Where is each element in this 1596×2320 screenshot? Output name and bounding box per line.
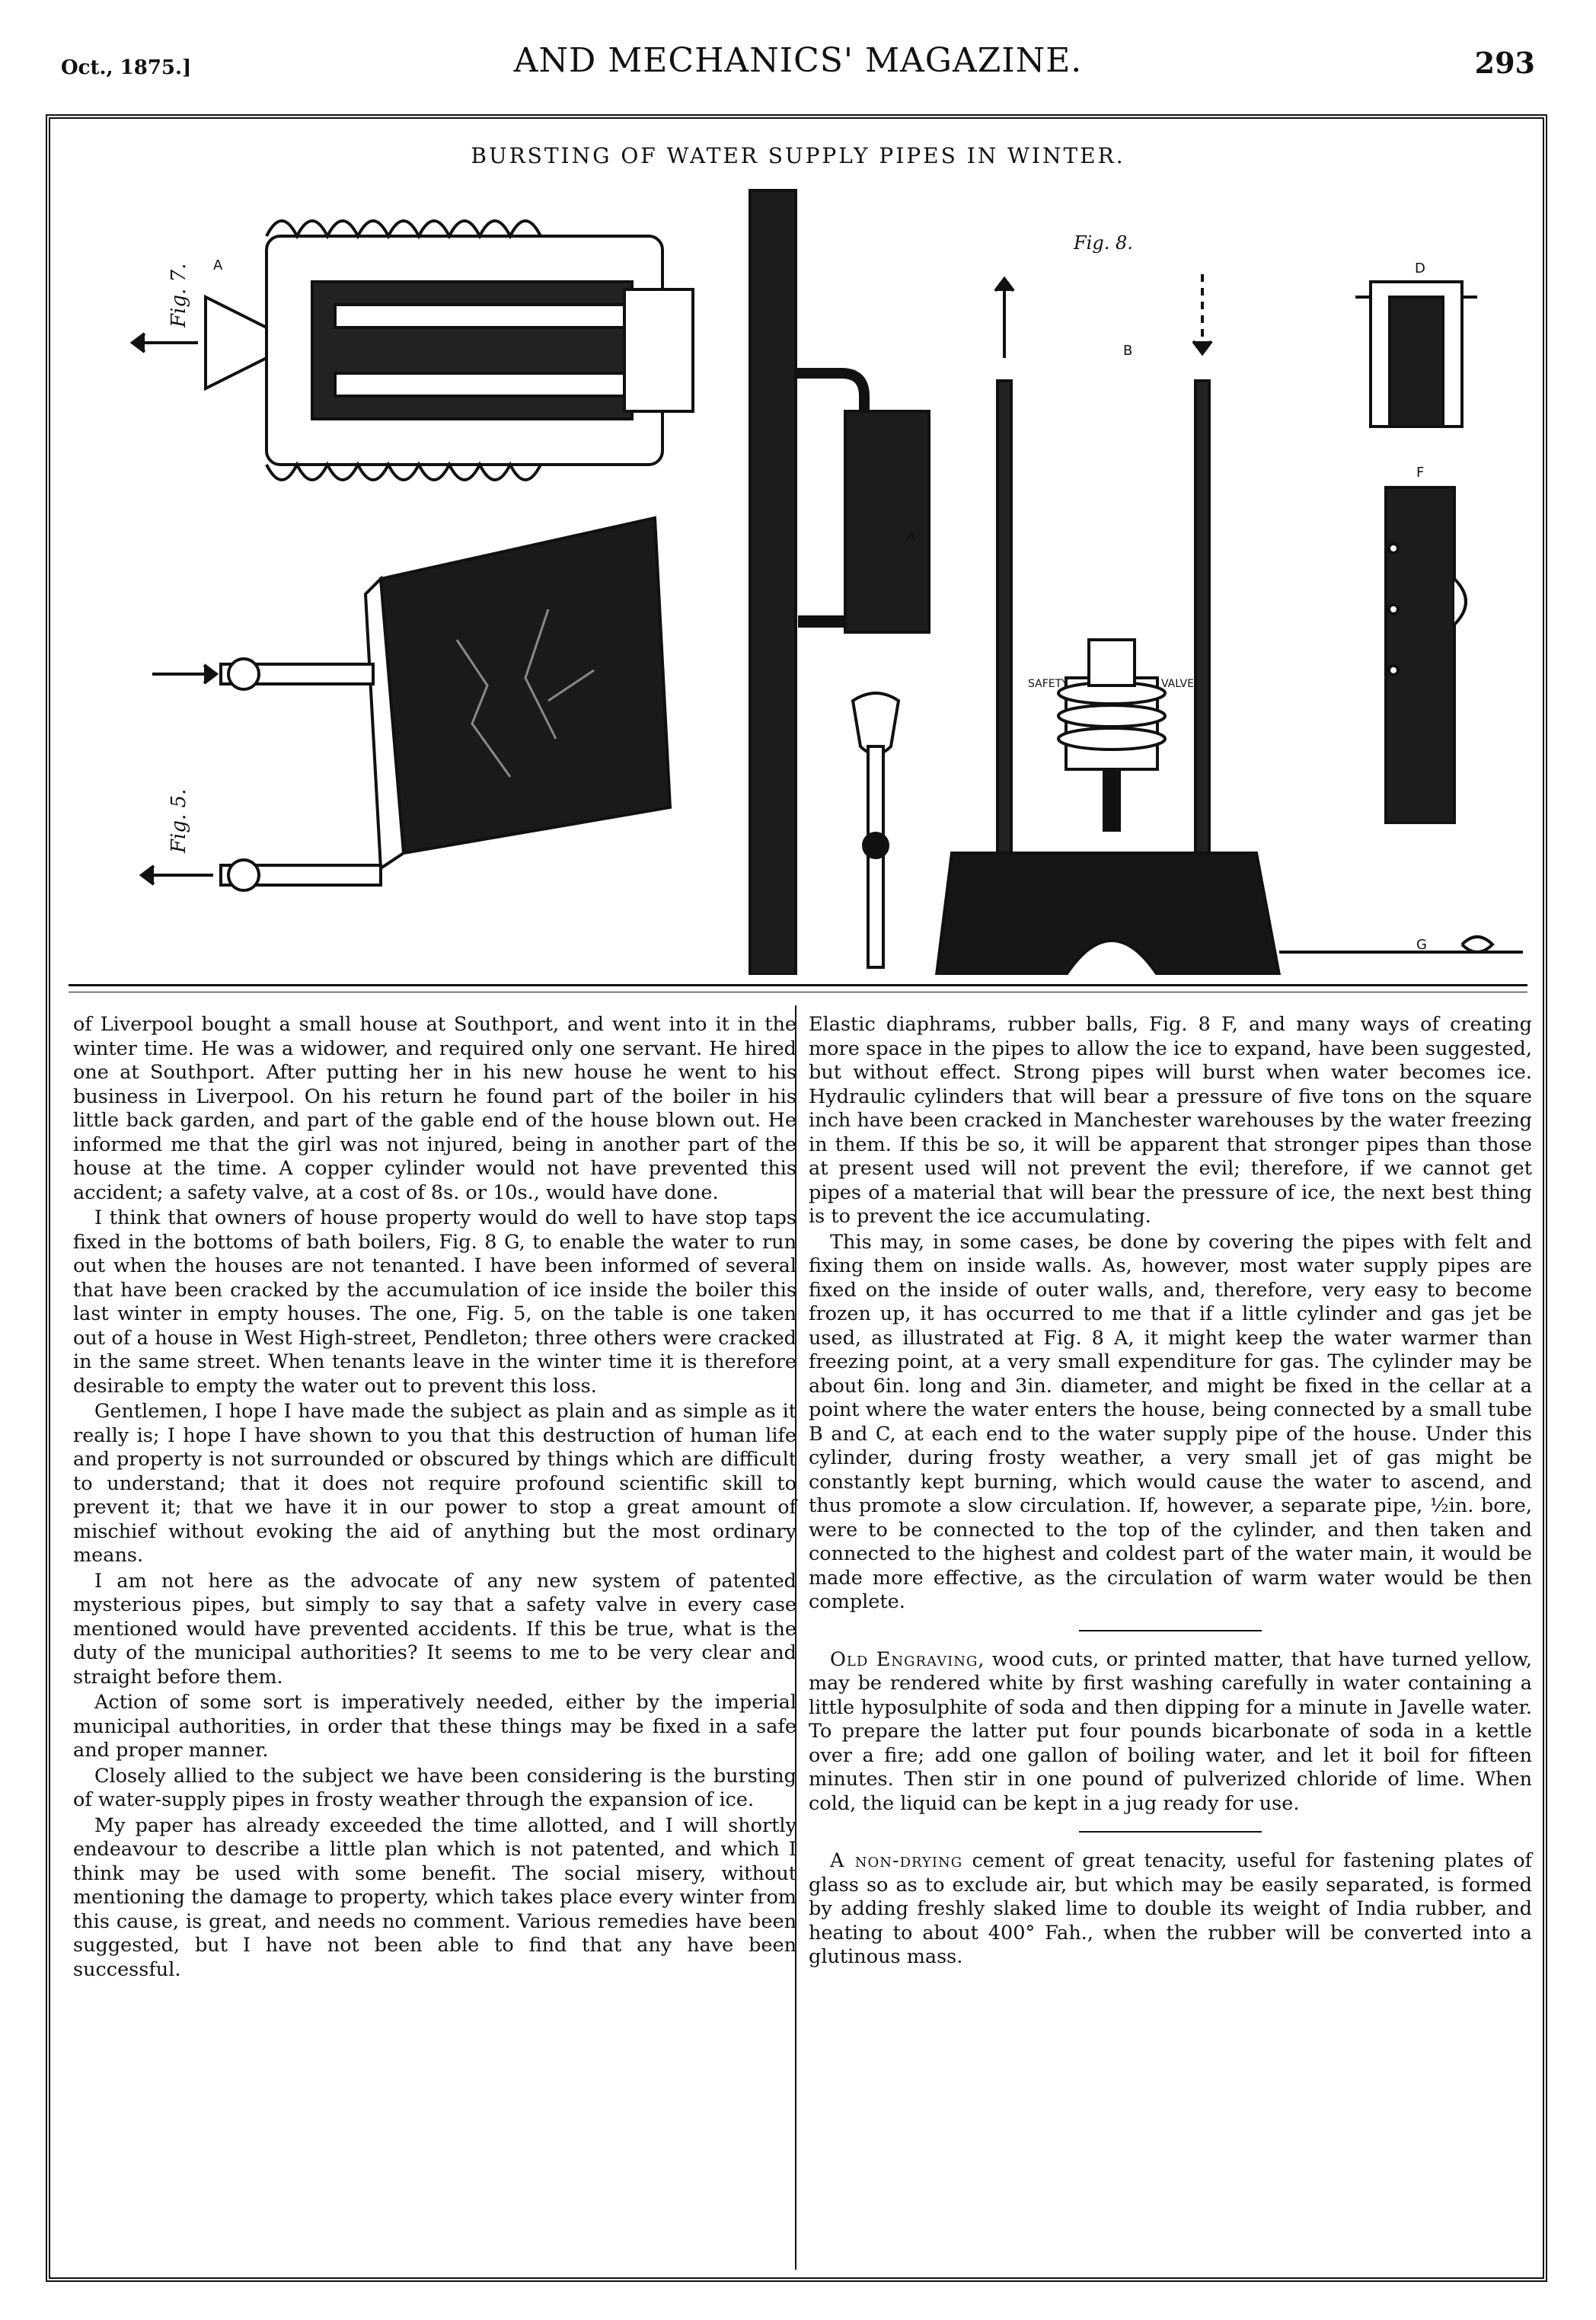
running-header: [46, 30, 1550, 91]
right-column: [809, 1013, 1532, 1971]
plate-rule: [69, 984, 1527, 986]
magazine-title: AND MECHANICS' MAGAZINE.: [513, 41, 1083, 80]
issue-date: Oct., 1875.]: [61, 56, 192, 79]
letter-d: D: [1415, 260, 1425, 276]
illustration-plate: [61, 122, 1535, 975]
letter-a-fig8: A: [906, 529, 916, 545]
plate-title: BURSTING OF WATER SUPPLY PIPES IN WINTER.: [471, 143, 1125, 168]
left-paragraph-2: I think that owners of house property would do well to have stop taps fixed in the bottoms of bath boilers, Fig. 8 G, to enable the water to run out when the houses are not tenanted. I have been informed of several that have been cracked by the accumulation of ice inside the boiler this last winter in empty houses. The one, Fig. 5, on the table is one taken out of a house in West High-street, Pendleton; three others were cracked in the same street. When tenants leave in the winter time it is therefore desirable to empty the water out to prevent this loss.: [73, 1206, 796, 1398]
fig5-label: Fig. 5.: [168, 788, 190, 853]
cement-note: [809, 1849, 1532, 1970]
left-paragraph-6: Closely allied to the subject we have been considering is the bursting of water-supply pipes in frosty weather through the expansion of ice.: [73, 1764, 796, 1811]
fig8-pipe-cylinder: [750, 190, 929, 975]
fig8-fitting-d: [1355, 282, 1477, 427]
cement-body: cement of great tenacity, useful for fastening plates of glass so as to exclude air, but which may be easily separated, is formed by adding freshly slaked lime to double its weight of India rubber, and heating to about 400° Fah., when the rubber will be converted into a glutinous mass.: [809, 1849, 1532, 1968]
engraving-lead: Old Engraving,: [830, 1647, 985, 1671]
page-number: 293: [1474, 46, 1535, 80]
fig8-label: Fig. 8.: [1074, 232, 1133, 254]
fig8-pipe-f: [1386, 487, 1466, 823]
right-paragraph-2: This may, in some cases, be done by covering the pipes with felt and fixing them on inside walls. As, however, most water supply pipes are fixed on the inside of outer walls, and, therefore, very easy to become frozen up, it has occurred to me that if a little cylinder and gas jet be used, as illustrated at Fig. 8 A, it might keep the water warmer than freezing point, at a very small expenditure for gas. The cylinder may be about 6in. long and 3in. diameter, and might be fixed in the cellar at a point where the water enters the house, being connected by a small tube B and C, at each end to the water supply pipe of the house. Under this cylinder, during frosty weather, a very small jet of gas might be constantly kept burning, which would cause the water to ascend, and thus promote a slow circulation. If, however, a separate pipe, ½in. bore, were to be connected to the top of the cylinder, and then taken and connected to the highest and coldest part of the water main, it would be made more effective, as the circulation of warm water would be then complete.: [809, 1230, 1532, 1613]
plate-illustration: [61, 122, 1535, 975]
right-paragraph-1: Elastic diaphrams, rubber balls, Fig. 8 F, and many ways of creating more space in the pipes to allow the ice to expand, have been suggested, but without effect. Strong pipes will burst when water becomes ice. Hydraulic cylinders that will bear a pressure of five tons on the square inch have been cracked in Manchester warehouses by the water freezing in them. If this be so, it will be apparent that stronger pipes than those at present used will not prevent the evil; therefore, if we cannot get pipes of a material that will bear the pressure of ice, the next best thing is to prevent the ice accumulating.: [809, 1013, 1532, 1228]
left-paragraph-7: My paper has already exceeded the time allotted, and I will shortly endeavour to describe a little plan which is not patented, and which I think may be used with some benefit. The social misery, without mentioning the damage to property, which takes place every winter from this cause, is great, and needs no comment. Various remedies have been suggested, but I have not been able to find that any have been successful.: [73, 1813, 796, 1981]
letter-f: F: [1416, 465, 1425, 481]
section-rule-1: [1079, 1630, 1262, 1631]
left-paragraph-3: Gentlemen, I hope I have made the subject as plain and as simple as it really is; I hope I have shown to you that this destruction of human life and property is not surrounded or obscured by things which are difficult to understand; that it does not require profound scientific skill to prevent it; that we have it in our power to stop a great amount of mischief without evoking the aid of anything but the most ordinary means.: [73, 1400, 796, 1567]
letter-a-fig7: A: [213, 257, 223, 273]
engraving-body: wood cuts, or printed matter, that have turned yellow, may be rendered white by first washing carefully in water containing a little hyposulphite of soda and then dipping for a minute in Javelle water. To prepare the latter put four pounds bicarbonate of soda in a kettle over a fire; add one gallon of boiling water, and let it boil for fifteen minutes. Then stir in one pound of pulverized chloride of lime. When cold, the liquid can be kept in a jug ready for use.: [809, 1647, 1532, 1815]
fig7-label: Fig. 7.: [168, 263, 190, 328]
left-paragraph-5: Action of some sort is imperatively needed, either by the imperial municipal authorities, in order that these things may be fixed in a safe and proper manner.: [73, 1691, 796, 1762]
left-column: [73, 1013, 796, 1983]
cement-lead: A non-drying: [830, 1849, 963, 1872]
engraving-note: [809, 1648, 1532, 1817]
fig5-cracked-boiler: [142, 518, 670, 890]
left-paragraph-4: I am not here as the advocate of any new system of patented mysterious pipes, but simply to say that a safety valve in every case mentioned would have prevented accidents. If this be true, what is the duty of the municipal authorities? It seems to me to be very clear and straight before them.: [73, 1569, 796, 1689]
valve-label: VALVE: [1161, 678, 1194, 690]
safety-label: SAFETY: [1028, 678, 1068, 690]
left-paragraph-1: of Liverpool bought a small house at Southport, and went into it in the winter time. He was a widower, and required only one servant. He hired one at Southport. After putting her in his new house he went to his business in Liverpool. On his return he found part of the boiler in his little back garden, and part of the gable end of the house blown out. He informed me that the girl was not injured, being in another part of the house at the time. A copper cylinder would not have prevented this accident; a safety valve, at a cost of 8s. or 10s., would have done.: [73, 1013, 796, 1204]
letter-g: G: [1416, 937, 1427, 953]
letter-b: B: [1123, 343, 1133, 359]
section-rule-2: [1079, 1831, 1262, 1833]
